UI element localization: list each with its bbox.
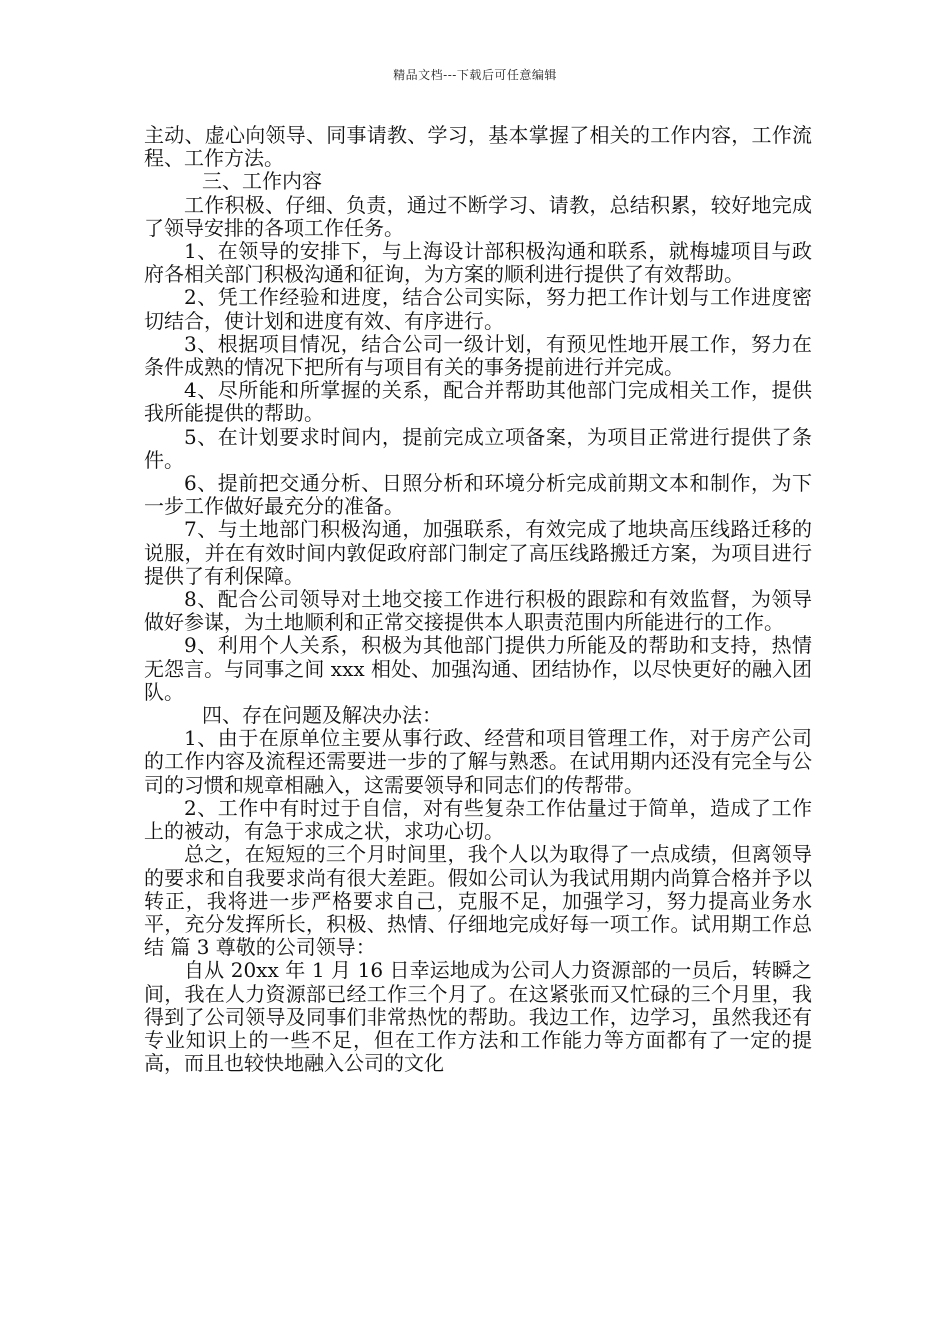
document-body (144, 124, 812, 1075)
list-item-5: 5、在计划要求时间内，提前完成立项备案，为项目正常进行提供了条件。 (144, 424, 812, 472)
problem-item-1: 1、由于在原单位主要从事行政、经营和项目管理工作，对于房产公司的工作内容及流程还需要进一步的了解与熟悉。在试用期内还没有完全与公司的习惯和规章相融入，这需要领导和同志们的传帮带。 (144, 726, 812, 797)
section-heading-problems: 四、存在问题及解决办法： (202, 703, 442, 728)
page-header: 精品文档---下载后可任意编辑 (393, 68, 557, 82)
paragraph-conclusion: 总之，在短短的三个月时间里，我个人以为取得了一点成绩，但离领导的要求和自我要求尚有很大差距。假如公司认为我试用期内尚算合格并予以转正，我将进一步严格要求自己，克服不足，加强学习，努力提高业务水平，充分发挥所长，积极、热情、仔细地完成好每一项工作。试用期工作总结 篇 3 尊敬的公司领导： (144, 842, 812, 960)
list-item-3: 3、根据项目情况，结合公司一级计划，有预见性地开展工作，努力在条件成熟的情况下把所有与项目有关的事务提前进行并完成。 (144, 331, 812, 380)
problem-item-2: 2、工作中有时过于自信，对有些复杂工作估量过于简单，造成了工作上的被动，有急于求成之状，求功心切。 (144, 795, 812, 844)
paragraph-intro-continuation: 主动、虚心向领导、同事请教、学习，基本掌握了相关的工作内容，工作流程、工作方法。 (144, 123, 812, 171)
list-item-7: 7、与土地部门积极沟通，加强联系，有效完成了地块高压线路迁移的说服，并在有效时间内敦促政府部门制定了高压线路搬迁方案，为项目进行提供了有利保障。 (144, 517, 812, 588)
list-item-8: 8、配合公司领导对土地交接工作进行积极的跟踪和有效监督，为领导做好参谋，为土地顺利和正常交接提供本人职责范围内所能进行的工作。 (144, 587, 812, 635)
paragraph-work-summary: 工作积极、仔细、负责，通过不断学习、请教，总结积累，较好地完成了领导安排的各项工作任务。 (144, 192, 812, 240)
list-item-6: 6、提前把交通分析、日照分析和环境分析完成前期文本和制作，为下一步工作做好最充分的准备。 (144, 471, 812, 519)
list-item-1: 1、在领导的安排下，与上海设计部积极沟通和联系，就梅墟项目与政府各相关部门积极沟通和征询，为方案的顺利进行提供了有效帮助。 (144, 239, 812, 287)
section-heading-work-content: 三、工作内容 (202, 169, 322, 194)
paragraph-new-summary-start: 自从 20xx 年 1 月 16 日幸运地成为公司人力资源部的一员后，转瞬之间，我在人力资源部已经工作三个月了。在这紧张而又忙碌的三个月里，我得到了公司领导及同事们非常热忱的帮助。我边工作，边学习，虽然我还有专业知识上的一些不足，但在工作方法和工作能力等方面都有了一定的提高，而且也较快地融入公司的文化 (144, 958, 812, 1076)
list-item-4: 4、尽所能和所掌握的关系，配合并帮助其他部门完成相关工作，提供我所能提供的帮助。 (144, 378, 812, 426)
list-item-2: 2、凭工作经验和进度，结合公司实际，努力把工作计划与工作进度密切结合，使计划和进度有效、有序进行。 (144, 285, 812, 333)
list-item-9: 9、利用个人关系，积极为其他部门提供力所能及的帮助和支持，热情无怨言。与同事之间 xxx 相处、加强沟通、团结协作，以尽快更好的融入团队。 (144, 633, 812, 704)
